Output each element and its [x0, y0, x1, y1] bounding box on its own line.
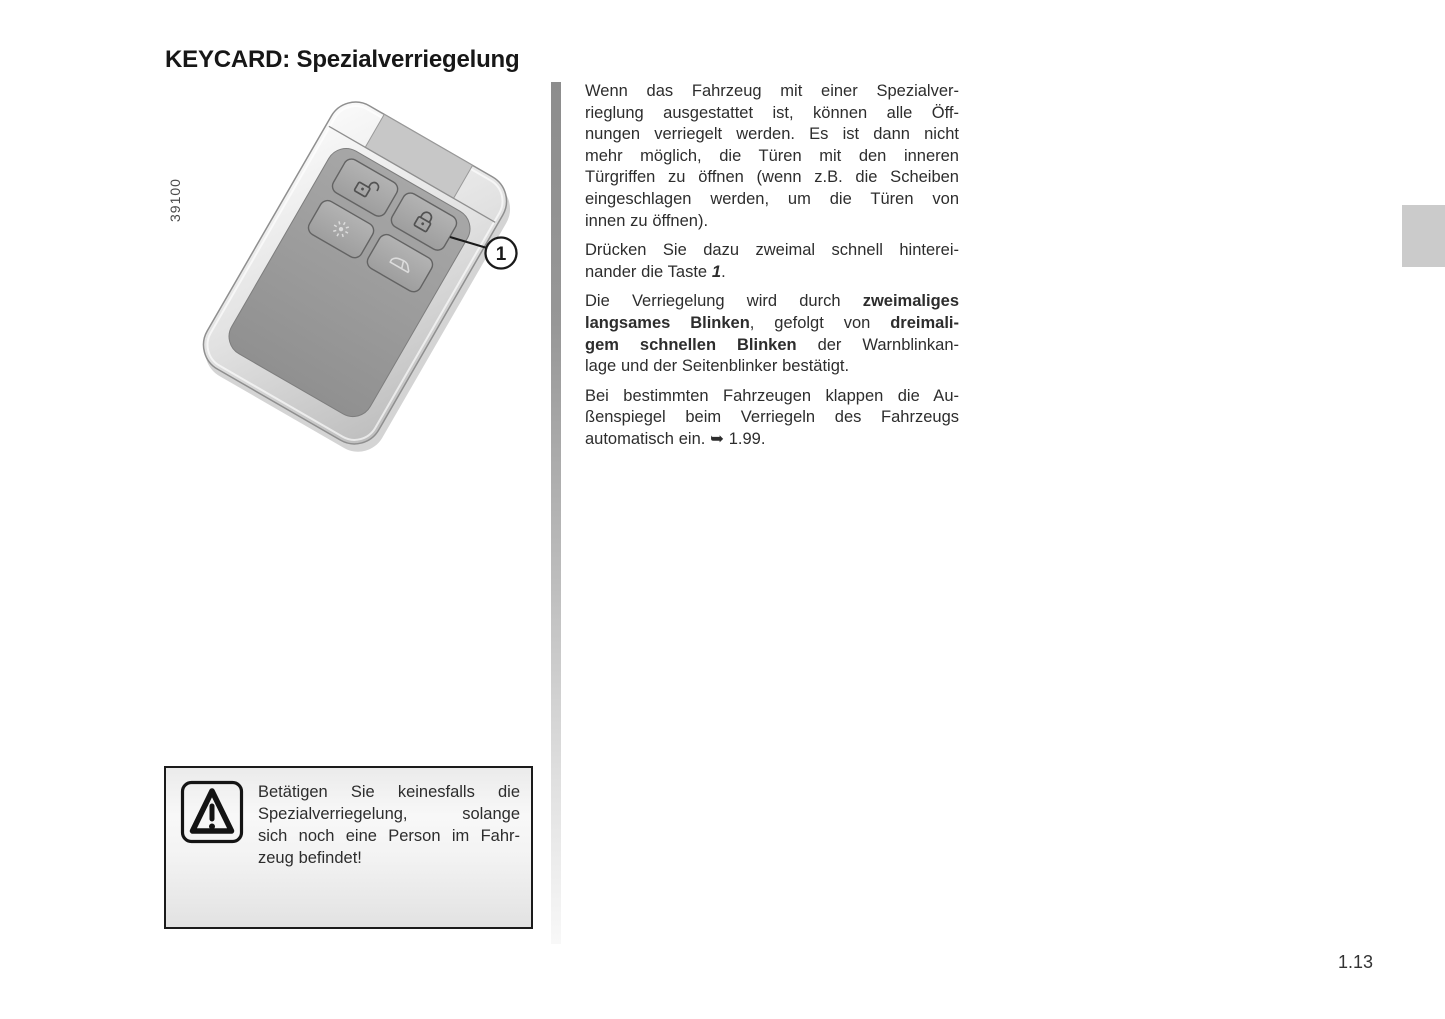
warning-box: [164, 766, 533, 929]
text-line: Spezialverriegelung, solange: [258, 805, 520, 823]
text-line: Drücken Sie dazu zweimal schnell hinterei-: [585, 241, 959, 260]
text-line: sich noch eine Person im Fahr-: [258, 827, 520, 845]
text-line: rieglung ausgestattet ist, können alle Öff-: [585, 103, 959, 122]
warning-triangle-icon: [180, 780, 244, 844]
paragraph: [585, 386, 959, 451]
text-line: eingeschlagen werden, um die Türen von: [585, 189, 959, 208]
keycard-figure: [163, 86, 543, 456]
text-line: Wenn das Fahrzeug mit einer Spezialver-: [585, 82, 959, 100]
ref-number-label: 39100: [167, 178, 183, 222]
text-line: ßenspiegel beim Verriegeln des Fahrzeugs: [585, 408, 959, 427]
text-line: Türgriffen zu öffnen (wenn z.B. die Scheiben: [585, 168, 959, 187]
text-line: innen zu öffnen).: [585, 211, 709, 230]
text-line: gem schnellen Blinken der Warnblinkan-: [585, 335, 959, 354]
text-line: Betätigen Sie keinesfalls die: [258, 783, 520, 801]
text-line: nungen verriegelt werden. Es ist dann nicht: [585, 125, 959, 144]
paragraph: [585, 81, 959, 232]
paragraph: [585, 240, 959, 283]
text-line: Bei bestimmten Fahrzeugen klappen die Au-: [585, 386, 959, 405]
keycard-illustration: [163, 86, 543, 456]
warning-text: [258, 781, 520, 869]
paragraph: [585, 291, 959, 377]
callout-number: 1: [495, 244, 507, 265]
page-number: 1.13: [1338, 952, 1374, 972]
keycard: [191, 92, 523, 456]
text-line: Die Verriegelung wird durch zweimaliges: [585, 292, 959, 311]
text-line: lage und der Seitenblinker bestätigt.: [585, 357, 850, 376]
callout-1: [486, 238, 517, 269]
text-line: nander die Taste 1.: [585, 262, 726, 281]
section-edge-tab: [1402, 205, 1445, 267]
page-title: KEYCARD: Spezialverriegelung: [165, 46, 520, 74]
text-line: mehr möglich, die Türen mit den inneren: [585, 146, 959, 165]
body-text-column: [585, 81, 959, 459]
text-line: langsames Blinken, gefolgt von dreimali-: [585, 313, 959, 332]
text-line: zeug befindet!: [258, 849, 362, 867]
text-line: automatisch ein. ➥ 1.99.: [585, 429, 766, 448]
column-divider-rule: [551, 82, 561, 944]
